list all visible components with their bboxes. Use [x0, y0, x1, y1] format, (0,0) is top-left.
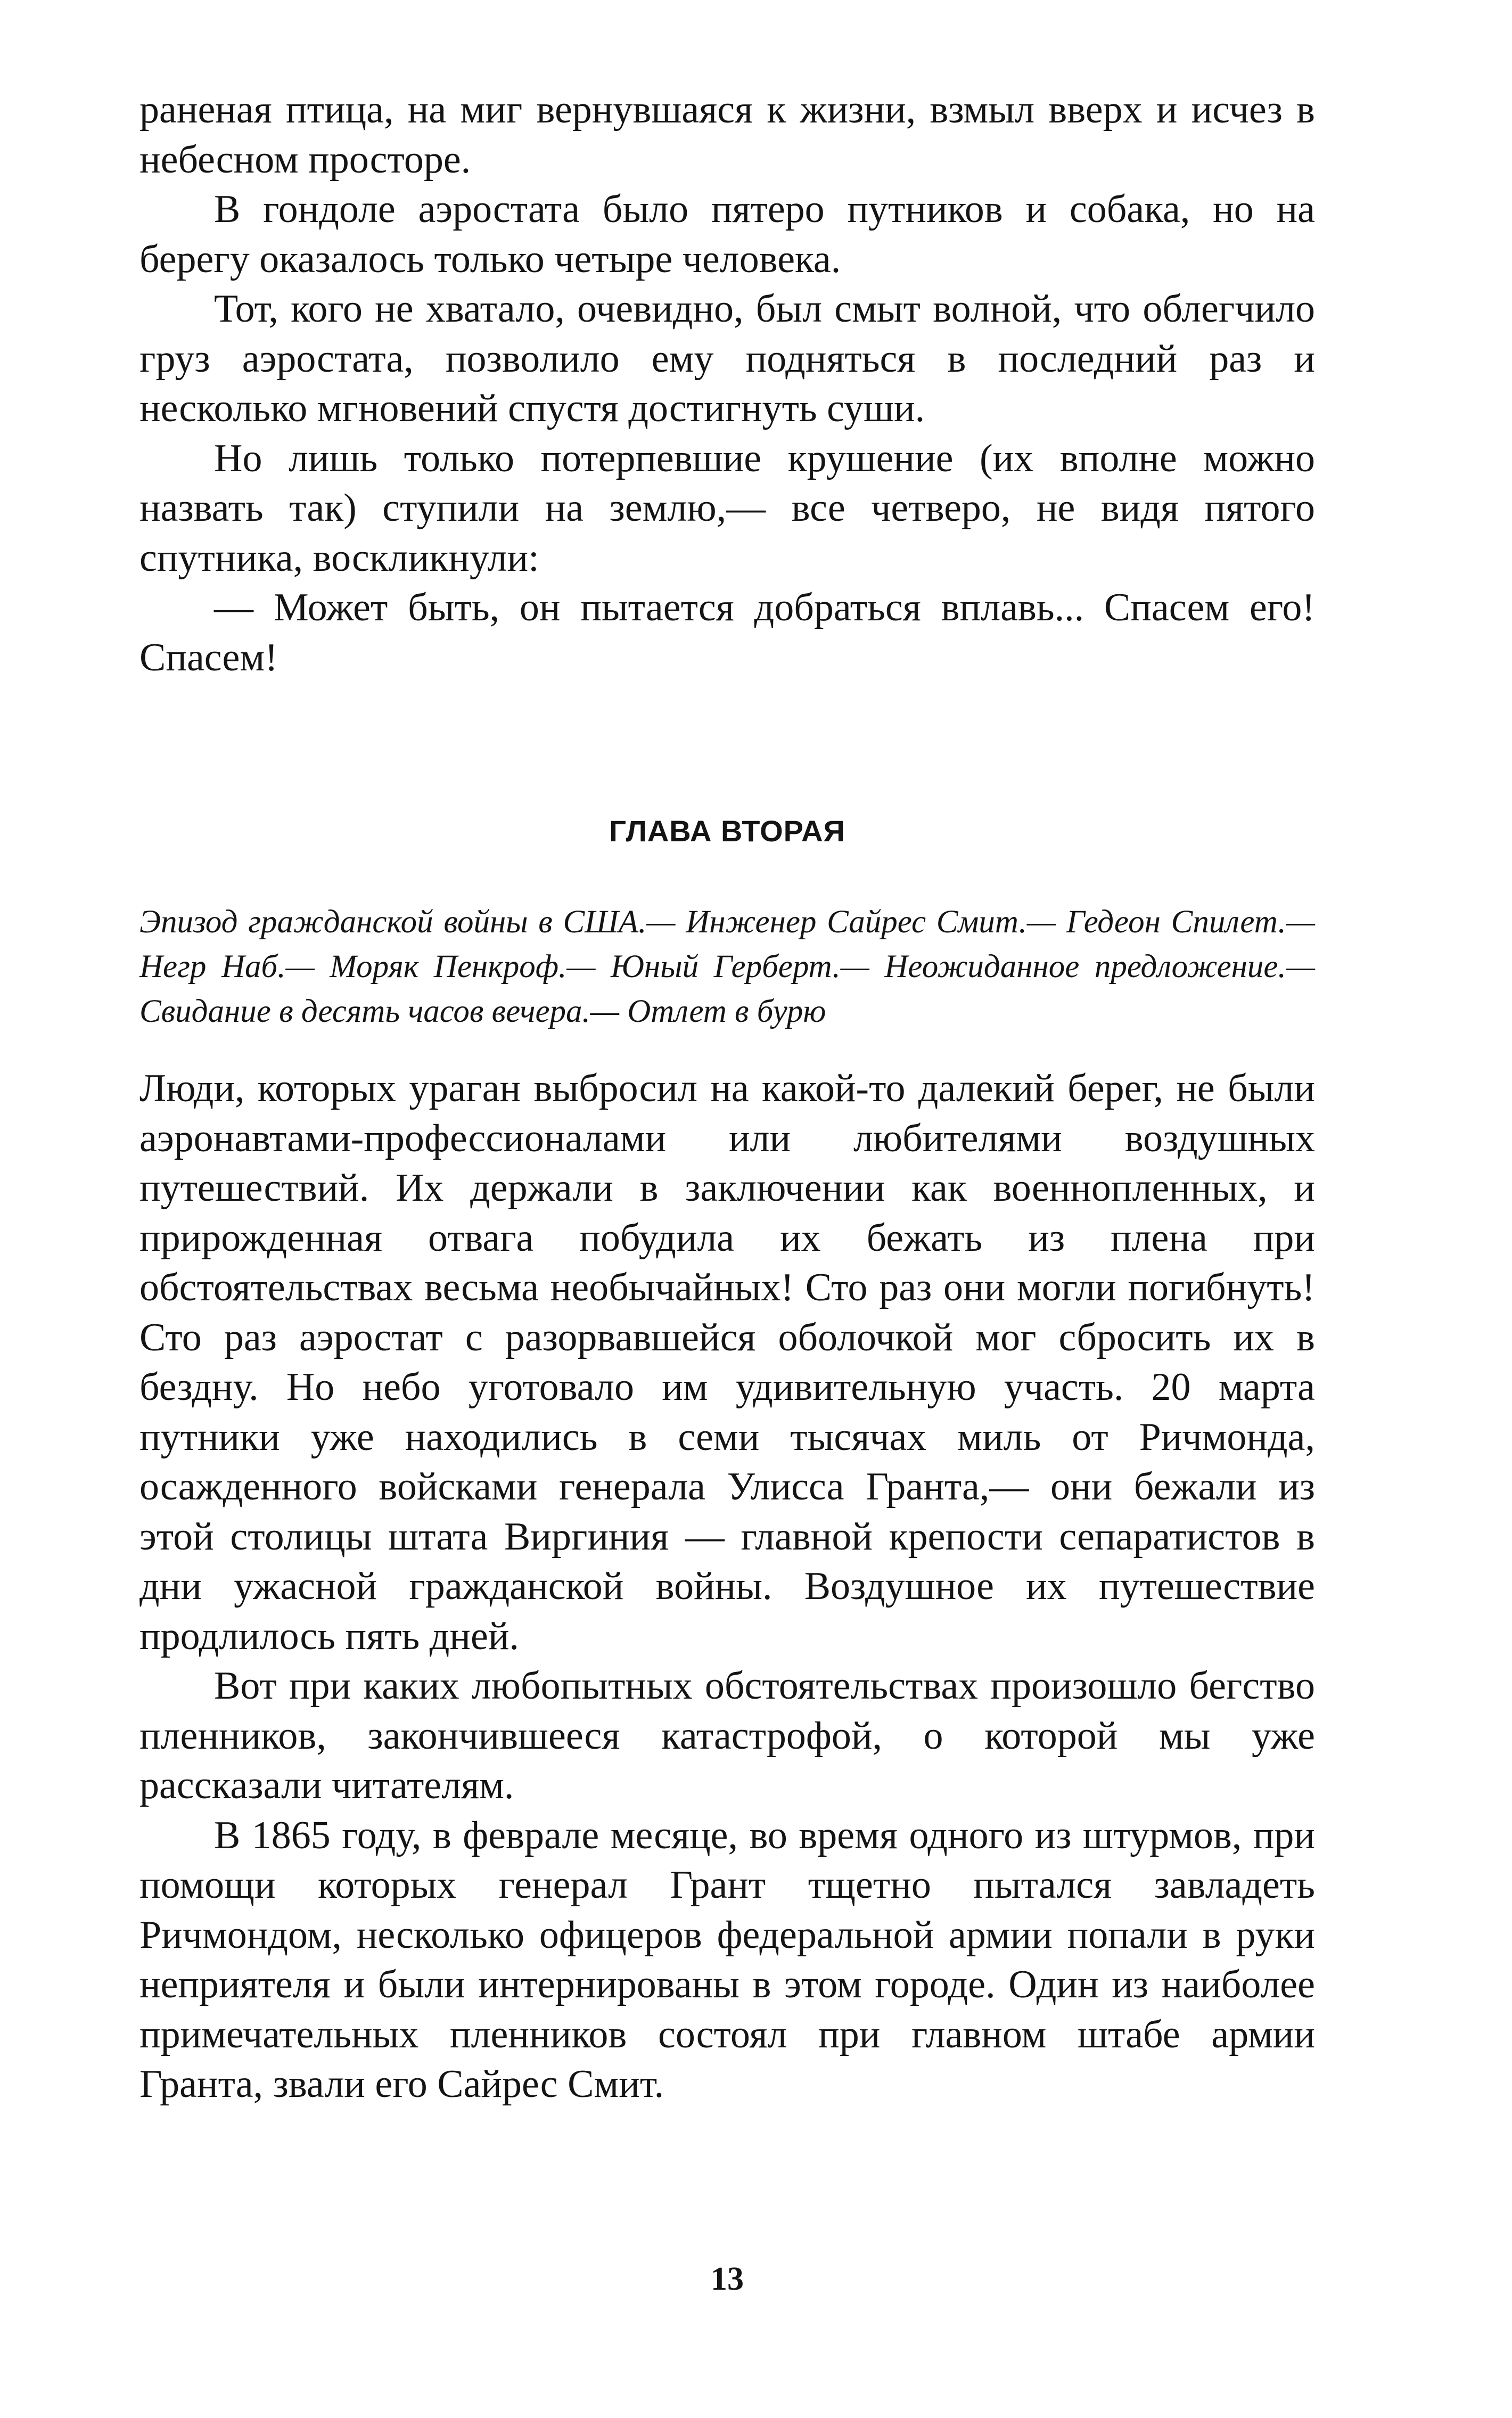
paragraph: раненая птица, на миг вернувшаяся к жизни, взмыл вверх и исчез в небесном просторе. [139, 88, 1315, 182]
chapter-body [139, 1064, 1315, 2110]
dialogue-paragraph: — Может быть, он пытается добраться вплавь... Спасем его! Спасем! [139, 586, 1315, 679]
chapter-title: ГЛАВА ВТОРАЯ [609, 814, 845, 848]
paragraph: Тот, кого не хватало, очевидно, был смыт волной, что облегчило груз аэростата, позволило ему подняться в последний раз и несколько мгновений спустя достигнуть суши. [139, 287, 1315, 430]
previous-chapter-ending [139, 85, 1315, 683]
paragraph: Вот при каких любопытных обстоятельствах произошло бегство пленников, закончившееся катастрофой, о которой мы уже рассказали читателям. [139, 1664, 1315, 1807]
paragraph: В гондоле аэростата было пятеро путников и собака, но на берегу оказалось только четыре человека. [139, 187, 1315, 281]
paragraph: В 1865 году, в феврале месяце, во время одного из штурмов, при помощи которых генерал Грант тщетно пытался завладеть Ричмондом, несколько офицеров федеральной армии попали в руки неприятеля и были интернированы в этом городе. Один из наиболее примечательных пленников состоял при главном штабе армии Гранта, звали его Сайрес Смит. [139, 1813, 1315, 2106]
paragraph: Люди, которых ураган выбросил на какой-то далекий берег, не были аэронавтами-профессионалами или любителями воздушных путешествий. Их держали в заключении как военнопленных, и прирожденная отвага побудила их бежать из плена при обстоятельствах весьма необычайных! Сто раз они могли погибнуть! Сто раз аэростат с разорвавшейся оболочкой мог сбросить их в бездну. Но небо уготовало им удивительную участь. 20 марта путники уже находились в семи тысячах миль от Ричмонда, осажденного войсками генерала Улисса Гранта,— они бежали из этой столицы штата Виргиния — главной крепости сепаратистов в дни ужасной гражданской войны. Воздушное их путешествие продлилось пять дней. [139, 1067, 1315, 1658]
page-number: 13 [711, 2261, 744, 2297]
chapter-summary: Эпизод гражданской войны в США.— Инженер Сайрес Смит.— Гедеон Спилет.— Негр Наб.— Моряк Пенкроф.— Юный Герберт.— Неожиданное предложение.— Свидание в десять часов вечера.— Отлет в бурю [139, 904, 1315, 1029]
paragraph: Но лишь только потерпевшие крушение (их вполне можно назвать так) ступили на землю,— все четверо, не видя пятого спутника, воскликнули: [139, 436, 1315, 580]
book-page [139, 85, 1315, 2375]
